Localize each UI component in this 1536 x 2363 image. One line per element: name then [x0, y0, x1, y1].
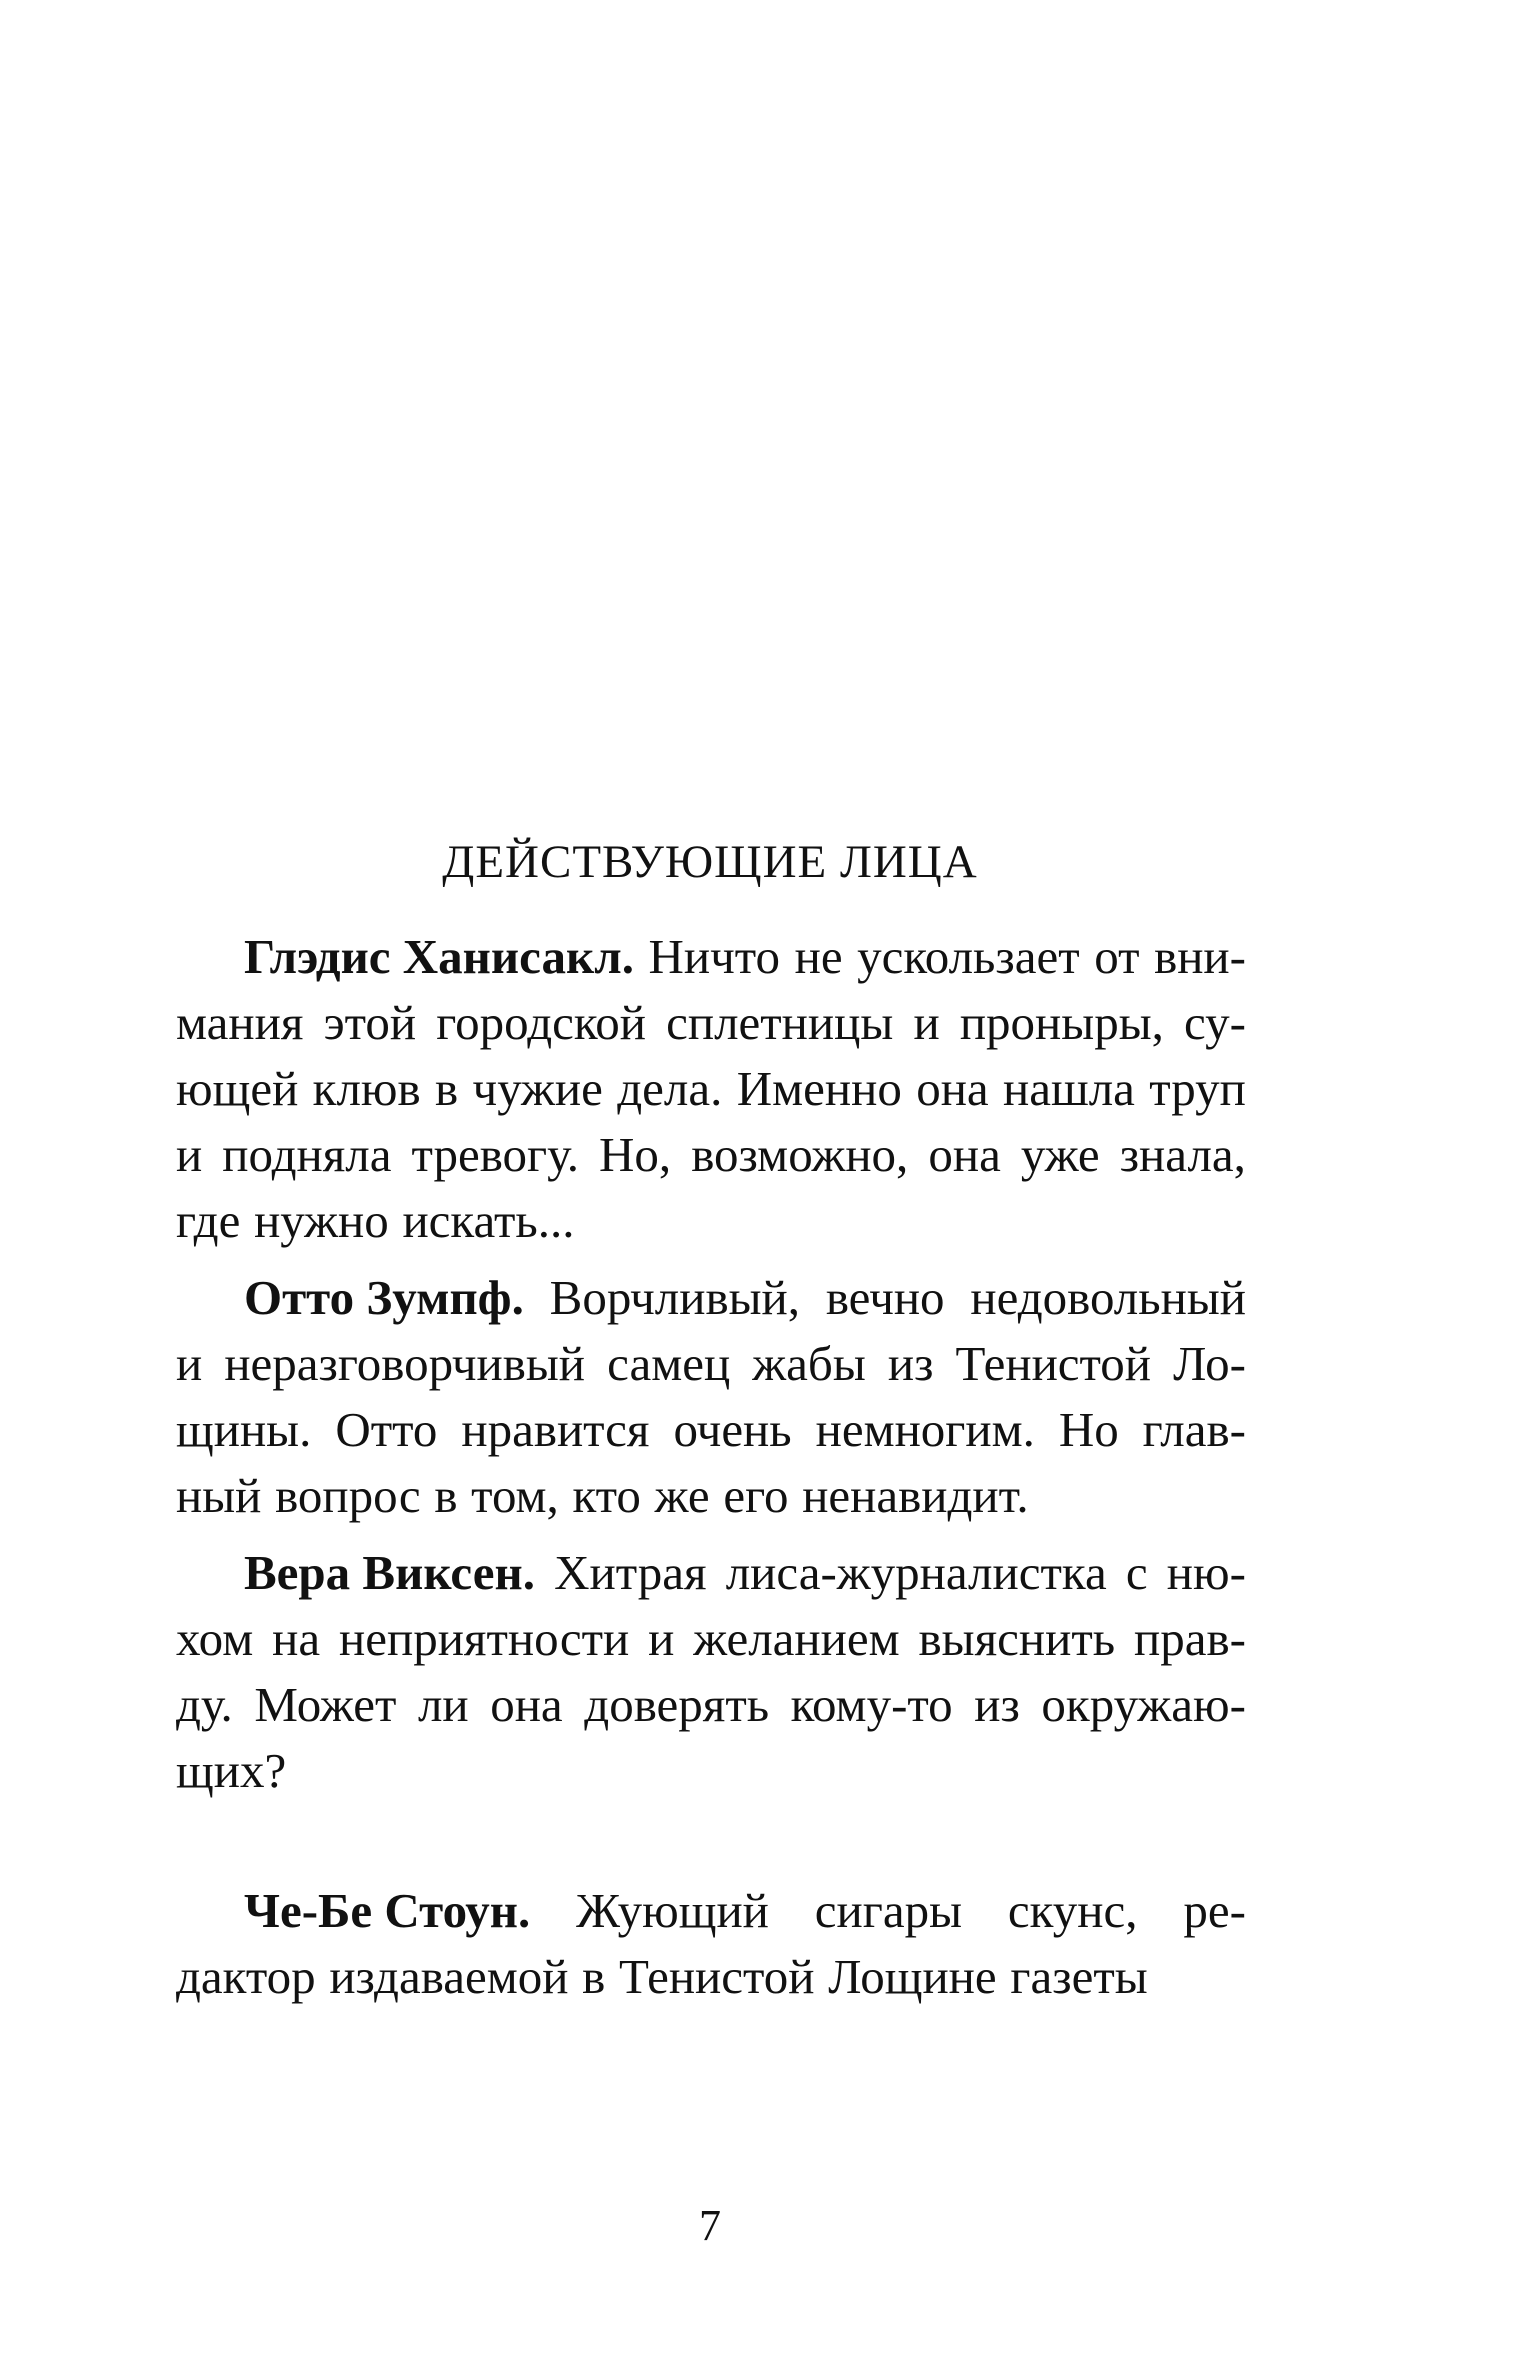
word: сигары [814, 1883, 963, 1938]
word: Но, [599, 1127, 672, 1182]
text-line [176, 1738, 1246, 1804]
word: ющей [176, 1061, 299, 1116]
text-line [176, 924, 1246, 990]
character-name: Отто Зумпф. [244, 1270, 524, 1325]
text-line [176, 1397, 1246, 1463]
word: желанием [693, 1611, 900, 1666]
word: и [648, 1611, 675, 1666]
word: на [272, 1611, 321, 1666]
word: и [913, 995, 940, 1050]
word: вопрос [275, 1468, 421, 1523]
word: том, [471, 1468, 559, 1523]
word: вни- [1154, 929, 1246, 984]
word: скунс, [1007, 1883, 1138, 1938]
character-name: Глэдис Ханисакл. [244, 929, 634, 984]
word: подняла [222, 1127, 392, 1182]
word: доверять [584, 1677, 770, 1732]
page-number: 7 [699, 2201, 721, 2250]
word: недовольный [970, 1270, 1246, 1325]
page-heading: ДЕЙСТВУЮЩИЕ ЛИЦА [442, 836, 978, 888]
word: где [176, 1193, 241, 1248]
word: ню- [1166, 1545, 1246, 1600]
word: нужно [254, 1193, 389, 1248]
text-line [176, 1540, 1246, 1606]
word: она [916, 1061, 989, 1116]
word: в [434, 1468, 458, 1523]
word: и [176, 1336, 203, 1391]
text-line [176, 1878, 1246, 1944]
word: кому-то [790, 1677, 953, 1732]
word: не [794, 929, 843, 984]
word: ный [176, 1468, 262, 1523]
word: труп [1149, 1061, 1246, 1116]
word: дела. [617, 1061, 723, 1116]
word: Тенистой [619, 1949, 815, 2004]
word: клюв [312, 1061, 421, 1116]
word: сплетницы [666, 995, 894, 1050]
text-line [176, 1463, 1246, 1529]
word: хом [176, 1611, 254, 1666]
word: его [723, 1468, 789, 1523]
word: щины. [176, 1402, 312, 1457]
word: городской [436, 995, 646, 1050]
word: тревогу. [411, 1127, 580, 1182]
word: дактор [176, 1949, 316, 2004]
text-line [176, 1672, 1246, 1738]
word: она [490, 1677, 563, 1732]
word: из [974, 1677, 1020, 1732]
word: глав- [1142, 1402, 1246, 1457]
word: проныры, [959, 995, 1164, 1050]
word: Ло- [1173, 1336, 1246, 1391]
character-name: Вера Виксен. [244, 1545, 535, 1600]
word: кто [572, 1468, 641, 1523]
word: нашла [1003, 1061, 1135, 1116]
word: в [582, 1949, 606, 2004]
word: Отто [335, 1402, 438, 1457]
word: неразговорчивый [224, 1336, 586, 1391]
word: в [435, 1061, 459, 1116]
character-entry-vera [176, 1540, 1246, 1804]
word: Ворчливый, [549, 1270, 800, 1325]
text-line [176, 1056, 1246, 1122]
word: ду. [176, 1677, 233, 1732]
word: Хитрая [554, 1545, 707, 1600]
word: окружаю- [1041, 1677, 1246, 1732]
word: Ничто [648, 929, 781, 984]
word: возможно, [691, 1127, 909, 1182]
word: уже [1020, 1127, 1100, 1182]
word: щих? [176, 1743, 287, 1798]
word: вечно [825, 1270, 945, 1325]
word: выяснить [918, 1611, 1116, 1666]
character-name: Че-Бе Стоун. [244, 1883, 531, 1938]
word: чужие [472, 1061, 603, 1116]
word: из [887, 1336, 934, 1391]
word: от [1094, 929, 1140, 984]
word: су- [1184, 995, 1246, 1050]
word: очень [673, 1402, 792, 1457]
word: Может [254, 1677, 397, 1732]
word: нравится [461, 1402, 650, 1457]
word: же [654, 1468, 710, 1523]
character-entry-chebe [176, 1878, 1246, 2010]
word: и [176, 1127, 203, 1182]
word: мания [176, 995, 304, 1050]
word: ускользает [857, 929, 1080, 984]
word: знала, [1119, 1127, 1246, 1182]
character-entry-otto [176, 1265, 1246, 1529]
word: Именно [736, 1061, 902, 1116]
word: искать... [402, 1193, 575, 1248]
word: ре- [1183, 1883, 1246, 1938]
word: этой [323, 995, 417, 1050]
word: Жующий [576, 1883, 769, 1938]
word: немногим. [815, 1402, 1035, 1457]
word: она [928, 1127, 1001, 1182]
text-line [176, 1944, 1246, 2010]
text-line [176, 990, 1246, 1056]
word: с [1125, 1545, 1148, 1600]
word: ненавидит. [802, 1468, 1029, 1523]
text-line [176, 1331, 1246, 1397]
text-line [176, 1606, 1246, 1672]
word: Тенистой [955, 1336, 1152, 1391]
text-line [176, 1122, 1246, 1188]
text-line [176, 1265, 1246, 1331]
text-line [176, 1188, 1246, 1254]
word: прав- [1134, 1611, 1246, 1666]
word: газеты [1010, 1949, 1148, 2004]
word: Лощине [828, 1949, 997, 2004]
word: Но [1058, 1402, 1119, 1457]
character-entry-gladys [176, 924, 1246, 1254]
word: лиса-журналистка [725, 1545, 1107, 1600]
word: жабы [752, 1336, 866, 1391]
word: неприятности [339, 1611, 630, 1666]
word: ли [417, 1677, 469, 1732]
word: издаваемой [329, 1949, 569, 2004]
word: самец [607, 1336, 731, 1391]
